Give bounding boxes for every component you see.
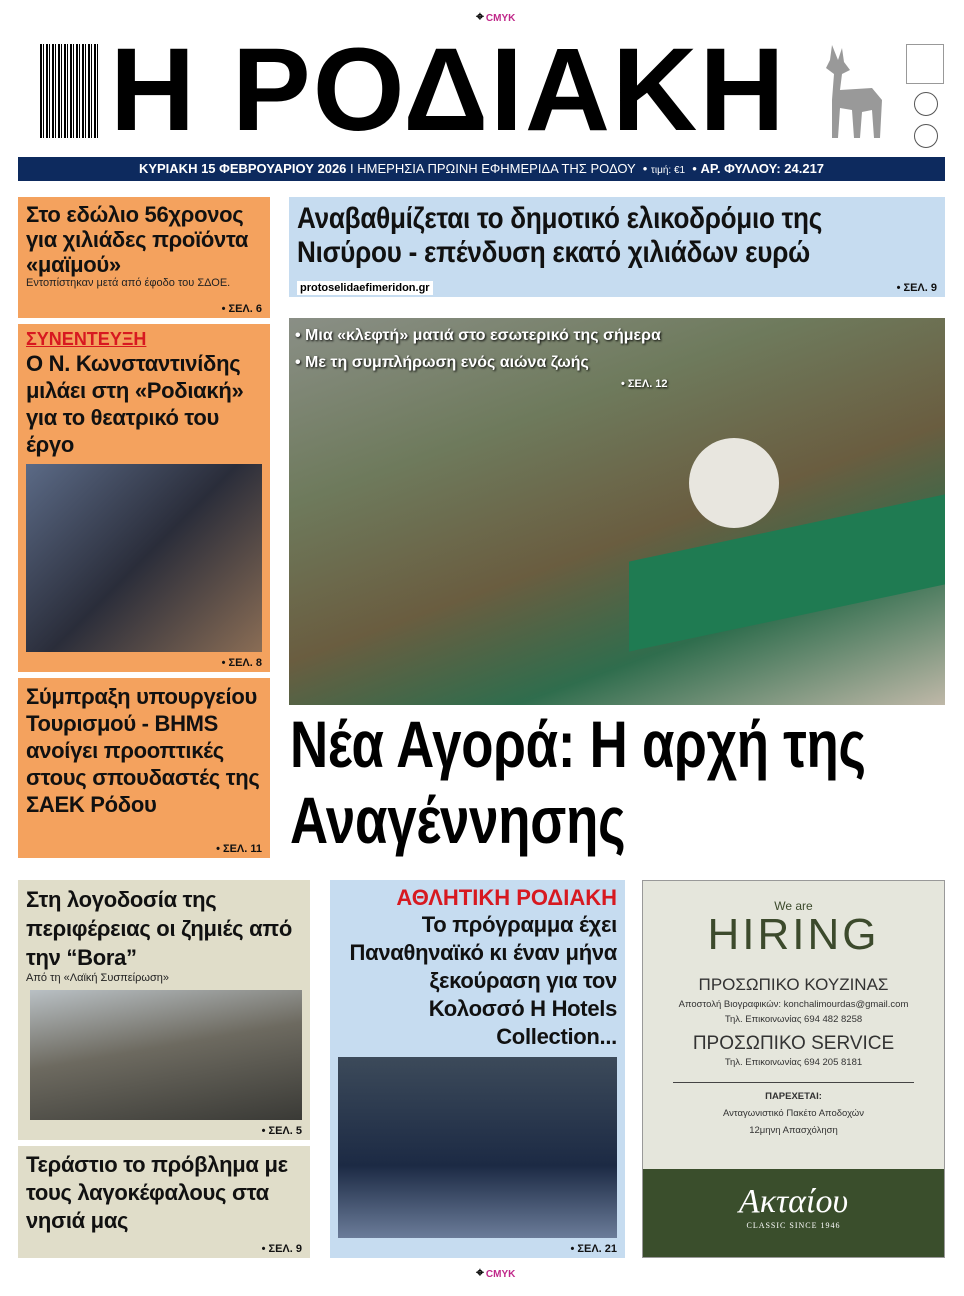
date-banner: ΚΥΡΙΑΚΗ 15 ΦΕΒΡΟΥΑΡΙΟΥ 2026 Ι ΗΜΕΡΗΣΙΑ ΠΡΩΙΝΗ ΕΦΗΜΕΡΙΔΑ ΤΗΣ ΡΟΔΟΥ • τιμή: €1 • ΑΡ. ΦΥΛΛΟΥ: 24.217 bbox=[18, 157, 945, 181]
bullet-1: • Μια «κλεφτή» ματιά στο εσωτερικό της σήμερα bbox=[295, 327, 661, 344]
article-interview[interactable]: ΣΥΝΕΝΤΕΥΞΗ Ο Ν. Κωνσταντινίδης μιλάει στη «Ροδιακή» για το θεατρικό του έργο • ΣΕΛ. 8 bbox=[18, 324, 270, 672]
basketball-photo bbox=[338, 1057, 617, 1238]
green-roof bbox=[629, 494, 945, 651]
article-counterfeit[interactable]: Στο εδώλιο 56χρονος για χιλιάδες προϊόντα «μαϊμού» Εντοπίστηκαν μετά από έφοδο του ΣΔΟΕ. • ΣΕΛ. 6 bbox=[18, 197, 270, 318]
crosshair-icon: ⌖ bbox=[476, 8, 484, 24]
article-bora[interactable]: Στη λογοδοσία της περιφέρειας οι ζημιές από την “Bora” Από τη «Λαϊκή Συσπείρωση» • ΣΕΛ. 5 bbox=[18, 880, 310, 1140]
article-heliport[interactable]: Αναβαθμίζεται το δημοτικό ελικοδρόμιο της Νισύρου - επένδυση εκατό χιλιάδων ευρώ protoselidaefimeridon.gr • ΣΕΛ. 9 bbox=[289, 197, 945, 297]
main-photo-new-market[interactable] bbox=[289, 318, 945, 705]
deer-logo-icon bbox=[812, 40, 890, 140]
seal-icon bbox=[914, 124, 938, 148]
barcode bbox=[40, 44, 98, 138]
watermark: protoselidaefimeridon.gr bbox=[297, 281, 433, 295]
divider bbox=[673, 1082, 914, 1083]
crosshair-icon: ⌖ bbox=[476, 1264, 484, 1280]
article-pufferfish[interactable]: Τεράστιο το πρόβλημα με τους λαγοκέφαλους στα νησιά μας • ΣΕΛ. 9 bbox=[18, 1146, 310, 1258]
elta-logo-icon bbox=[914, 92, 938, 116]
main-headline[interactable]: Νέα Αγορά: Η αρχή της Αναγέννησης bbox=[290, 707, 866, 857]
masthead-title: Η ΡΟΔΙΑΚΗ bbox=[110, 24, 787, 156]
brand-footer: Ακταίου CLASSIC SINCE 1946 bbox=[643, 1169, 944, 1257]
article-tourism[interactable]: Σύμπραξη υπουργείου Τουρισμού - ΒΗΜS ανοίγει προοπτικές στους σπουδαστές της ΣΑΕΚ Ρόδου • ΣΕΛ. 11 bbox=[18, 678, 270, 858]
main-page-ref: • ΣΕΛ. 12 bbox=[621, 378, 668, 390]
postal-info bbox=[906, 44, 944, 84]
bullet-2: • Με τη συμπλήρωση ενός αιώνα ζωής bbox=[295, 354, 589, 371]
hiring-ad[interactable]: We are HIRING ΠΡΟΣΩΠΙΚΟ ΚΟΥΖΙΝΑΣ Αποστολή Βιογραφικών: konchalimourdas@gmail.com Τηλ. Επικοινωνίας 694 482 8258 ΠΡΟΣΩΠΙΚΟ SERVICE Τηλ. Επικοινωνίας 694 205 8181 ΠΑΡΕΧΕΤΑΙ: Ανταγωνιστικό Πακέτο Αποδοχών 12μηνη Απασχόληση Ακταίου CLASSIC SINCE 1946 bbox=[642, 880, 945, 1258]
article-sports[interactable]: ΑΘΛΗΤΙΚΗ ΡΟΔΙΑΚΗ Το πρόγραμμα έχει Παναθηναϊκό κι έναν μήνα ξεκούραση για τον Κολοσσό Η Hotels Collection... • ΣΕΛ. 21 bbox=[330, 880, 625, 1258]
interview-photo bbox=[26, 464, 262, 652]
dome bbox=[689, 438, 779, 528]
cmyk-mark-bottom: ⌖ CMYK bbox=[476, 1264, 516, 1280]
cmyk-mark-top: ⌖ CMYK bbox=[476, 8, 516, 24]
bora-damage-photo bbox=[30, 990, 302, 1120]
